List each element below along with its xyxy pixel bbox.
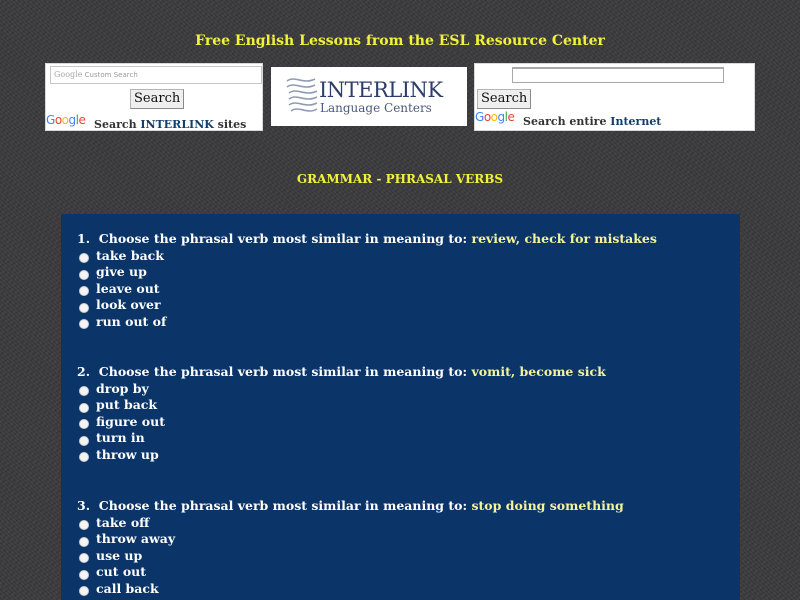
answer-option[interactable]: throw away — [77, 531, 624, 548]
answer-option[interactable]: drop by — [77, 380, 606, 397]
radio-button[interactable] — [79, 286, 89, 296]
custom-search-placeholder: Custom Search — [84, 71, 138, 79]
site-search-input[interactable] — [50, 66, 262, 84]
radio-button[interactable] — [79, 386, 89, 396]
site-title: Free English Lessons from the ESL Resource Center — [195, 33, 605, 49]
answer-option[interactable]: throw up — [77, 446, 606, 463]
radio-button[interactable] — [79, 520, 89, 530]
answer-option[interactable]: turn in — [77, 430, 606, 447]
radio-button[interactable] — [79, 537, 89, 547]
google-logo-icon: Google — [475, 110, 515, 124]
web-search-input[interactable] — [512, 67, 724, 83]
answer-option[interactable]: leave out — [77, 280, 657, 297]
question-prompt: 1. Choose the phrasal verb most similar in meaning to: review, check for mistakes — [77, 231, 657, 246]
radio-button[interactable] — [79, 319, 89, 329]
answer-option[interactable]: take off — [77, 514, 624, 531]
site-search-caption: Search INTERLINK sites — [94, 118, 247, 131]
web-search-caption: Search entire Internet — [523, 115, 662, 128]
question-3 — [77, 498, 624, 597]
wave-lines-icon — [285, 75, 319, 119]
web-search-button[interactable]: Search — [477, 89, 531, 109]
question-1 — [77, 231, 657, 330]
site-search-box — [45, 63, 263, 131]
answer-option[interactable]: give up — [77, 264, 657, 281]
question-prompt: 2. Choose the phrasal verb most similar in meaning to: vomit, become sick — [77, 364, 606, 379]
target-meaning: stop doing something — [471, 498, 624, 513]
section-title: GRAMMAR - PHRASAL VERBS — [296, 172, 504, 186]
logo-subtitle: Language Centers — [320, 101, 432, 115]
web-search-box — [474, 63, 755, 131]
radio-button[interactable] — [79, 436, 89, 446]
radio-button[interactable] — [79, 586, 89, 596]
interlink-highlight: INTERLINK — [140, 118, 214, 131]
answer-option[interactable]: cut out — [77, 564, 624, 581]
radio-button[interactable] — [79, 570, 89, 580]
target-meaning: review, check for mistakes — [471, 231, 657, 246]
answer-option[interactable]: figure out — [77, 413, 606, 430]
interlink-logo[interactable] — [271, 67, 467, 126]
radio-button[interactable] — [79, 403, 89, 413]
answer-option[interactable]: use up — [77, 547, 624, 564]
quiz-panel — [61, 214, 740, 600]
radio-button[interactable] — [79, 452, 89, 462]
logo-name: INTERLINK — [319, 78, 443, 102]
radio-button[interactable] — [79, 253, 89, 263]
google-logo-icon: Google — [46, 113, 86, 127]
radio-button[interactable] — [79, 303, 89, 313]
google-watermark: Google — [54, 70, 83, 79]
question-2 — [77, 364, 606, 463]
radio-button[interactable] — [79, 553, 89, 563]
target-meaning: vomit, become sick — [471, 364, 606, 379]
answer-option[interactable]: take back — [77, 247, 657, 264]
internet-highlight: Internet — [610, 115, 662, 128]
question-prompt: 3. Choose the phrasal verb most similar in meaning to: stop doing something — [77, 498, 624, 513]
answer-option[interactable]: put back — [77, 397, 606, 414]
answer-option[interactable]: call back — [77, 580, 624, 597]
radio-button[interactable] — [79, 419, 89, 429]
radio-button[interactable] — [79, 270, 89, 280]
answer-option[interactable]: run out of — [77, 313, 657, 330]
answer-option[interactable]: look over — [77, 297, 657, 314]
site-search-button[interactable]: Search — [130, 89, 184, 109]
